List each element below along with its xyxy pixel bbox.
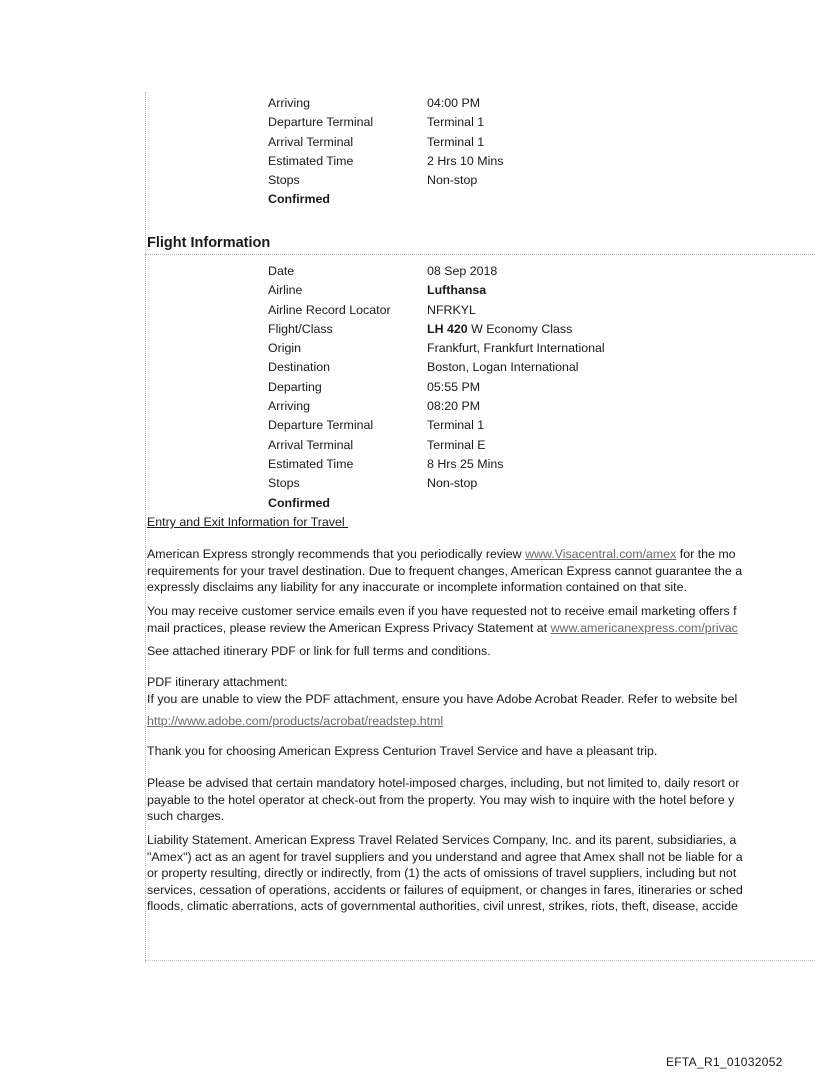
arriving-value: 04:00 PM <box>427 96 481 110</box>
detail-row <box>268 494 816 513</box>
flight-class-value: W Economy Class <box>467 321 573 336</box>
departure-terminal-value: Terminal 1 <box>427 115 485 130</box>
stops-label: Stops <box>268 476 300 491</box>
departing-label: Departing <box>268 379 322 394</box>
stops-value: Non-stop <box>427 476 478 491</box>
arriving-value: 08:20 PM <box>427 399 481 414</box>
record-locator-value: NFRKYL <box>427 302 476 317</box>
entry-exit-info <box>147 514 348 531</box>
arriving-label: Arriving <box>268 96 310 110</box>
liability-paragraph <box>147 832 743 915</box>
detail-row <box>268 301 816 320</box>
flight-number: LH 420 <box>427 321 468 336</box>
text-fragment: mail practices, please review the American Express Privacy Statement at <box>147 620 551 635</box>
text-line: Liability Statement. American Express Travel Related Services Company, Inc. and its parent, subsidiaries, a <box>147 833 737 847</box>
estimated-time-label: Estimated Time <box>268 456 354 471</box>
section-divider <box>145 254 816 255</box>
arrival-terminal-label: Arrival Terminal <box>268 134 354 149</box>
prev-segment-details <box>268 94 816 210</box>
visa-paragraph <box>147 546 742 596</box>
confirmed-status: Confirmed <box>268 192 330 207</box>
text-line: expressly disclaims any liability for any inaccurate or incomplete information contained on that site. <box>147 580 687 594</box>
document-id: EFTA_R1_01032052 <box>666 1055 783 1069</box>
departure-terminal-label: Departure Terminal <box>268 115 374 130</box>
detail-row <box>268 378 816 397</box>
detail-row <box>268 113 816 132</box>
thank-you-text: Thank you for choosing American Express Centurion Travel Service and have a pleasant trip. <box>147 744 658 758</box>
entry-exit-link-text: Entry and Exit Information for Travel <box>147 515 349 529</box>
detail-row <box>268 358 816 377</box>
record-locator-label: Airline Record Locator <box>268 302 391 317</box>
airline-value: Lufthansa <box>427 283 487 298</box>
text-line: Please be advised that certain mandatory hotel-imposed charges, including, but not limited to, daily resort or <box>147 776 740 790</box>
airline-label: Airline <box>268 283 303 298</box>
text-line <box>147 546 742 563</box>
bottom-divider <box>145 960 816 961</box>
text-line: or property resulting, directly or indirectly, from (1) the acts of omissions of travel suppliers, including but not <box>147 866 737 880</box>
stops-label: Stops <box>268 173 300 188</box>
text-line: "Amex") act as an agent for travel suppliers and you understand and agree that Amex shall not be liable for a <box>147 849 743 864</box>
estimated-time-value: 2 Hrs 10 Mins <box>427 153 504 168</box>
text-line: PDF itinerary attachment: <box>147 675 288 689</box>
text-line <box>147 620 738 637</box>
text-line: services, cessation of operations, accidents or failures of equipment, or changes in fares, itineraries or sched <box>147 882 743 897</box>
detail-row <box>268 171 816 190</box>
section-title-flight-information: Flight Information <box>147 235 271 251</box>
see-attached-text: See attached itinerary PDF or link for full terms and conditions. <box>147 644 491 658</box>
departure-terminal-label: Departure Terminal <box>268 418 374 433</box>
date-value: 08 Sep 2018 <box>427 264 498 278</box>
adobe-link-line <box>147 713 443 730</box>
left-border <box>145 92 146 962</box>
detail-row <box>268 190 816 209</box>
text-line: requirements for your travel destination. Due to frequent changes, American Express cannot guarantee the a <box>147 563 743 578</box>
destination-value: Boston, Logan International <box>427 360 579 375</box>
detail-row <box>268 133 816 152</box>
detail-row <box>268 262 816 281</box>
detail-row <box>268 416 816 435</box>
detail-row <box>268 94 816 113</box>
text-fragment: for the mo <box>676 547 736 561</box>
detail-row <box>268 397 816 416</box>
pdf-paragraph <box>147 674 737 707</box>
emails-paragraph <box>147 603 738 636</box>
origin-value: Frankfurt, Frankfurt International <box>427 341 605 356</box>
text-line: You may receive customer service emails even if you have requested not to receive email marketing offers f <box>147 604 737 618</box>
detail-row <box>268 474 816 493</box>
adobe-link[interactable]: http://www.adobe.com/products/acrobat/readstep.html <box>147 714 444 728</box>
detail-row <box>268 281 816 300</box>
text-fragment: American Express strongly recommends that you periodically review <box>147 547 526 561</box>
flight-details <box>268 262 816 513</box>
detail-row <box>268 436 816 455</box>
arrival-terminal-value: Terminal 1 <box>427 134 485 149</box>
text-line: payable to the hotel operator at check-out from the property. You may wish to inquire with the hotel before y <box>147 792 735 807</box>
detail-row <box>268 455 816 474</box>
stops-value: Non-stop <box>427 173 478 188</box>
arriving-label: Arriving <box>268 399 310 414</box>
departing-value: 05:55 PM <box>427 379 481 394</box>
origin-label: Origin <box>268 341 302 356</box>
departure-terminal-value: Terminal 1 <box>427 418 485 433</box>
flight-class-label: Flight/Class <box>268 321 333 336</box>
detail-row <box>268 320 816 339</box>
entry-exit-link[interactable] <box>147 515 348 529</box>
visacentral-link[interactable]: www.Visacentral.com/amex <box>525 547 677 561</box>
text-line: such charges. <box>147 809 225 823</box>
estimated-time-label: Estimated Time <box>268 153 354 168</box>
text-line: floods, climatic aberrations, acts of governmental authorities, civil unrest, strikes, riots, theft, disease, accide <box>147 899 738 913</box>
detail-row <box>268 152 816 171</box>
estimated-time-value: 8 Hrs 25 Mins <box>427 456 504 471</box>
hotel-charges-paragraph <box>147 775 739 825</box>
arrival-terminal-label: Arrival Terminal <box>268 437 354 452</box>
detail-row <box>268 339 816 358</box>
confirmed-status: Confirmed <box>268 495 330 510</box>
text-line: If you are unable to view the PDF attachment, ensure you have Adobe Acrobat Reader. Refer to website bel <box>147 691 738 706</box>
arrival-terminal-value: Terminal E <box>427 437 486 452</box>
date-label: Date <box>268 264 295 278</box>
destination-label: Destination <box>268 360 330 375</box>
privacy-link[interactable]: www.americanexpress.com/privac <box>550 620 738 635</box>
